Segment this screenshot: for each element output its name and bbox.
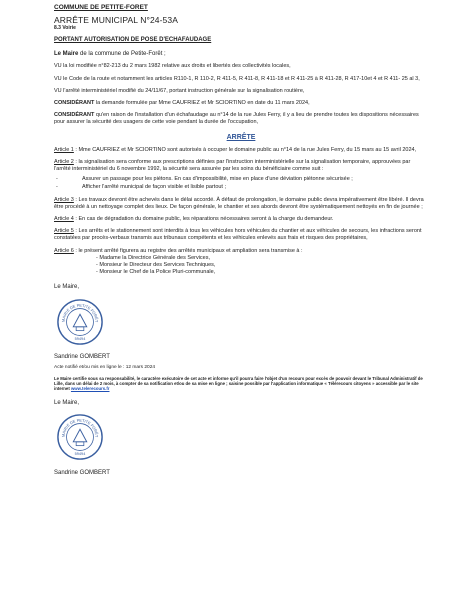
considerant-keyword: CONSIDÉRANT — [54, 112, 95, 119]
signature-title-2: Le Maire, — [54, 399, 80, 406]
svg-text:MAIRIE DE PETITE FORÊT: MAIRIE DE PETITE FORÊT — [61, 418, 99, 438]
document-object: PORTANT AUTORISATION DE POSE D'ECHAFAUDAGE — [54, 37, 212, 43]
article-label: Article 1 — [54, 146, 74, 153]
list-item: - Monsieur le Chef de la Police Pluri-communale, — [96, 269, 216, 276]
article-label: Article 4 — [54, 216, 74, 223]
maire-intro-rest: de la commune de Petite-Forêt ; — [78, 51, 166, 58]
arrete-title: ARRÊTE — [226, 133, 256, 141]
article-label: Article 6 — [54, 247, 74, 254]
considerant-text: la demande formulée par Mme CAUFRIEZ et Mr SCIORTINO en date du 11 mars 2024, — [94, 100, 310, 107]
article-label: Article 5 — [54, 228, 74, 235]
article-text: : Mme CAUFRIEZ et Mr SCIORTINO sont autorisés à occuper le domaine public au n°14 de la rue Jules Ferry, du 15 mars au 15 avril 2024, — [73, 146, 417, 153]
list-item: - Monsieur le Directeur des Services Techniques, — [96, 262, 216, 269]
commune-heading: COMMUNE DE PETITE-FORET — [54, 4, 148, 11]
article-text: : Les travaux devront être achevés dans le délai accordé. À défaut de prolongation, le domaine public devra impérativement être libéré. Il devra être procédé à un nettoyage complet des lieux. De façon générale, le chantier et ses abords devront être systématiquement nettoyés en fin de journée ; — [54, 196, 424, 210]
considerant-text: qu'en raison de l'installation d'un échafaudage au n°14 de la rue Jules Ferry, il y a lieu de prendre toutes les dispositions nécessaires pour assurer la sécurité des usagers de cette voie pendant la durée de l'occupation, — [54, 112, 419, 126]
maire-intro — [54, 51, 428, 58]
list-item: - Afficher l'arrêté municipal de façon visible et lisible partout ; — [54, 184, 428, 191]
article-text: : la signalisation sera conforme aux prescriptions définies par l'instruction interministérielle sur la signalisation temporaire, approuvées par l'arrêté interministériel du 6 novembre 1992, la sécurité sera assurée par les soins du bénéficiaire comme suit : — [54, 158, 411, 173]
article-6 — [54, 248, 428, 255]
publication-note: Acte notifié et/ou mis en ligne le : 12 mars 2024 — [54, 364, 156, 370]
maire-intro-bold: Le Maire — [54, 51, 79, 58]
article-text: : Les arrêts et le stationnement sont interdits à tous les véhicules hors véhicules du chantier et aux véhicules de secours, les infractions seront constatées par procès-verbaux transmis aux tribunaux compétents et les véhicules enlevés aux frais et risques des propriétaires, — [54, 228, 422, 242]
mairie-seal-icon — [56, 298, 104, 346]
mairie-seal-icon — [56, 413, 104, 461]
vu-paragraph: VU la loi modifiée n°82-213 du 2 mars 1982 relative aux droits et libertés des collectivités locales, — [54, 63, 291, 70]
considerant-paragraph — [54, 112, 428, 126]
article-3 — [54, 197, 428, 211]
signature-block — [54, 292, 428, 362]
svg-text:MAIRIE DE PETITE FORÊT: MAIRIE DE PETITE FORÊT — [61, 303, 99, 323]
legal-notice — [54, 376, 428, 392]
legal-notice-text: Le Maire certifie sous sa responsabilité, le caractère exécutoire de cet acte et informe qu'il pourra faire l'objet d'un recours pour excès de pouvoir devant le Tribunal Administratif de Lille, dans un délai de 2 mois, à compter de sa notification et/ou de sa mise en ligne ; saisine possible par l'application informatique « Télérecours citoyens » accessible par le site internet — [54, 375, 423, 392]
signature-title: Le Maire, — [54, 284, 80, 291]
considerant-paragraph — [54, 100, 428, 107]
article-1 — [54, 147, 428, 154]
article-label: Article 2 — [54, 158, 74, 165]
svg-text:59494: 59494 — [74, 336, 86, 341]
list-item: - Assurer un passage pour les piétons. En cas d'impossibilité, mise en place d'une déviation piétonne sécurisée ; — [54, 176, 428, 183]
matiere-code: 8.3 Voirie — [54, 25, 76, 31]
vu-paragraph: VU le Code de la route et notamment les articles R110-1, R 110-2, R 411-5, R 411-8, R 411-18 et R 411-25 à R 411-28, R 417-10et 4 et R 411- 25 al 3, — [54, 75, 420, 82]
article-label: Article 3 — [54, 196, 74, 203]
signatory-name: Sandrine GOMBERT — [54, 354, 110, 361]
article-2 — [54, 159, 428, 173]
signatory-name-2: Sandrine GOMBERT — [54, 469, 110, 476]
telerecours-link[interactable]: www.telerecours.fr — [70, 386, 110, 392]
list-item: - Madame la Directrice Générale des Services, — [96, 254, 211, 261]
considerant-keyword: CONSIDÉRANT — [54, 100, 95, 107]
vu-paragraph: VU l'arrêté interministériel modifié du 24/11/67, portant instruction générale sur la signalisation routière, — [54, 87, 305, 94]
article-text: : En cas de dégradation du domaine public, les réparations nécessaires seront à la charge du demandeur. — [73, 216, 334, 223]
arrete-number: ARRÊTE MUNICIPAL N°24-53A — [54, 15, 178, 25]
article-5 — [54, 228, 428, 242]
ampliation-list — [96, 255, 428, 277]
article-text: : le présent arrêté figurera au registre des arrêtés municipaux et ampliation sera transmise à : — [73, 247, 303, 254]
svg-text:59494: 59494 — [74, 452, 86, 457]
article-4 — [54, 216, 428, 223]
signature-block-2 — [54, 407, 428, 477]
article-2-list — [54, 176, 428, 191]
